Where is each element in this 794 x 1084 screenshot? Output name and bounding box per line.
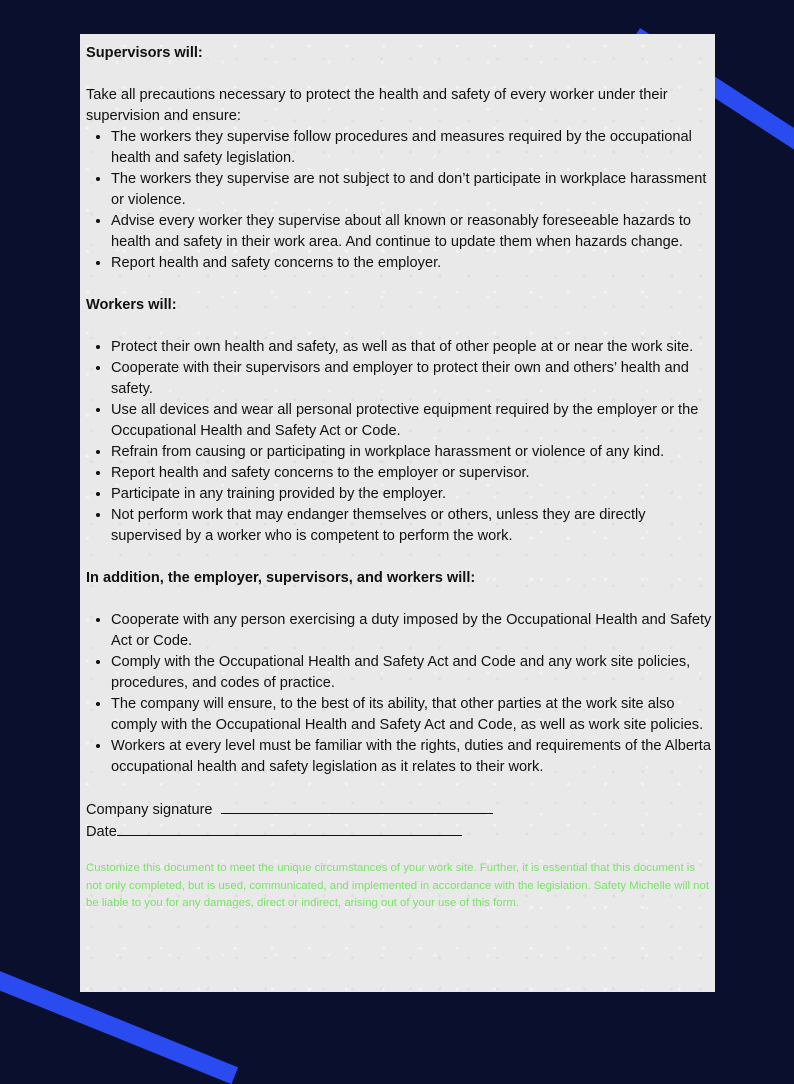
list-item: • Use all devices and wear all personal protective equipment required by the employer or the Occupational Health and Safety Act or Code. — [111, 400, 715, 442]
company-signature-line[interactable] — [221, 799, 493, 814]
list-item: • Report health and safety concerns to the employer. — [111, 253, 715, 274]
list-item: • Cooperate with any person exercising a duty imposed by the Occupational Health and Safety Act or Code. — [111, 610, 715, 652]
list-item: • Not perform work that may endanger themselves or others, unless they are directly supervised by a worker who is competent to perform the work. — [111, 505, 715, 547]
list-item: • Protect their own health and safety, as well as that of other people at or near the work site. — [111, 337, 715, 358]
company-signature-label: Company signature — [86, 802, 213, 818]
list-item: • Advise every worker they supervise about all known or reasonably foreseeable hazards to health and safety in their work area. And continue to update them when hazards change. — [111, 211, 715, 253]
all-parties-heading: In addition, the employer, supervisors, and workers will: — [86, 570, 476, 586]
supervisors-intro: Take all precautions necessary to protect the health and safety of every worker under their supervision and ensure: — [86, 87, 668, 124]
list-item: • Refrain from causing or participating in workplace harassment or violence of any kind. — [111, 442, 715, 463]
list-item: • Comply with the Occupational Health and Safety Act and Code and any work site policies, procedures, and codes of practice. — [111, 652, 715, 694]
workers-heading: Workers will: — [86, 297, 177, 313]
supervisors-heading: Supervisors will: — [86, 45, 203, 61]
list-item: • The company will ensure, to the best of its ability, that other parties at the work site also comply with the Occupational Health and Safety Act and Code, as well as work site policies. — [111, 694, 715, 736]
company-signature-row — [86, 799, 715, 821]
list-item: • The workers they supervise follow procedures and measures required by the occupational health and safety legislation. — [111, 127, 715, 169]
date-line[interactable] — [117, 821, 462, 836]
list-item: • The workers they supervise are not subject to and don’t participate in workplace harassment or violence. — [111, 169, 715, 211]
disclaimer-text: Customize this document to meet the unique circumstances of your work site. Further, it is essential that this document is not only completed, but is used, communicated, and implemented in accordance with the legislation. Safety Michelle will not be liable to you for any damages, direct or indirect, arising out of your use of this form. — [86, 862, 710, 909]
list-item: • Cooperate with their supervisors and employer to protect their own and others’ health and safety. — [111, 358, 715, 400]
list-item: • Participate in any training provided by the employer. — [111, 484, 715, 505]
supervisors-list — [86, 127, 715, 274]
document-page — [80, 34, 715, 992]
list-item: • Report health and safety concerns to the employer or supervisor. — [111, 463, 715, 484]
date-row — [86, 821, 715, 843]
all-parties-list — [86, 610, 715, 778]
date-label: Date — [86, 824, 117, 840]
list-item: • Workers at every level must be familiar with the rights, duties and requirements of the Alberta occupational health and safety legislation as it relates to their work. — [111, 736, 715, 778]
workers-list — [86, 337, 715, 547]
